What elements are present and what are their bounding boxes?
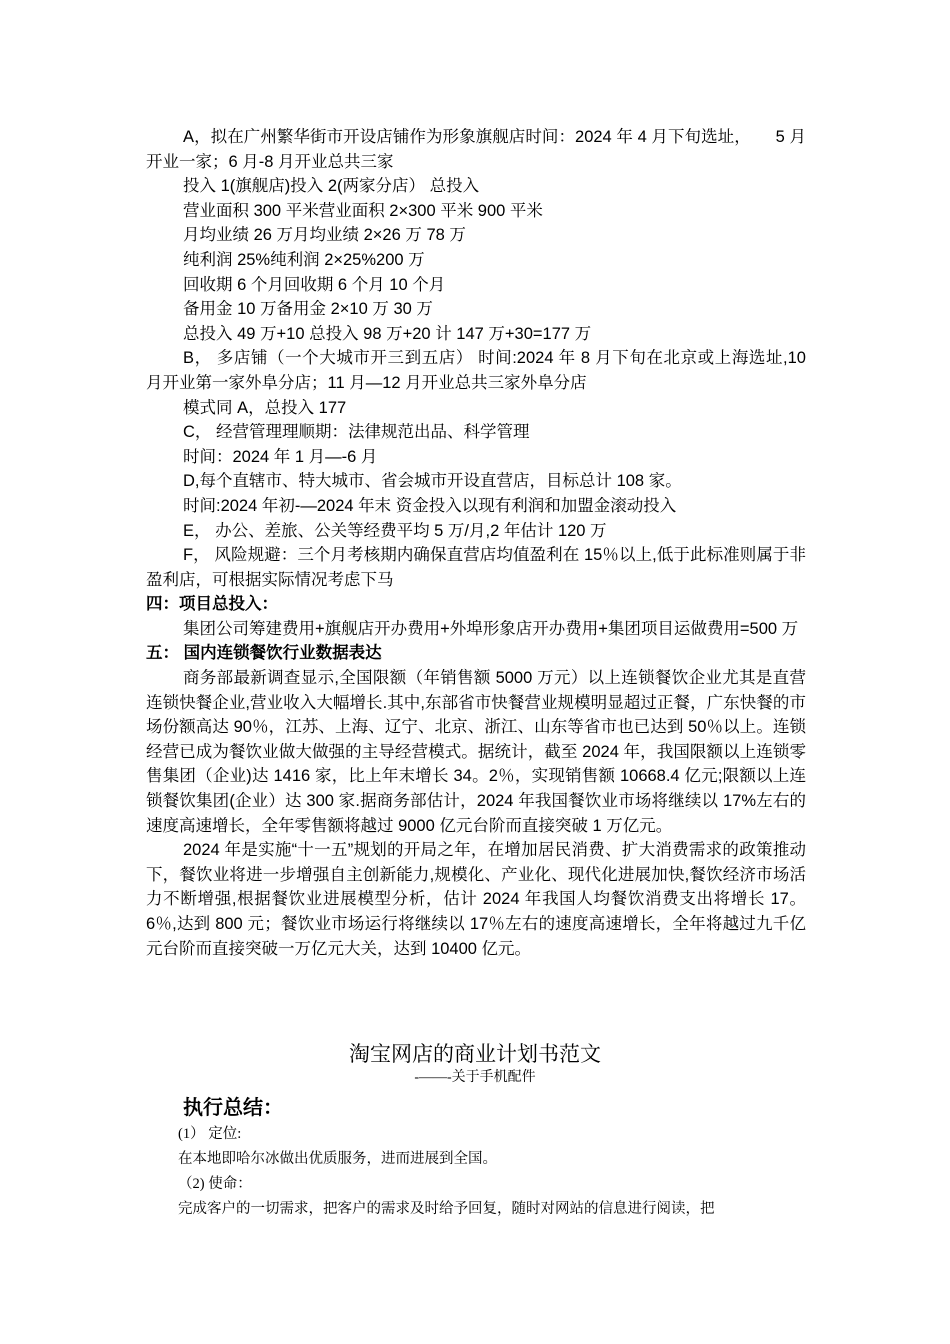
plan-f-line: F， 风险规避：三个月考核期内确保直营店均值盈利在 15％以上,低于此标准则属于非盈利店，可根据实际情况考虑下马 — [146, 546, 806, 589]
plan-b-mode-line: 模式同 A，总投入 177 — [183, 398, 347, 417]
total-investment-line: 总投入 49 万+10 总投入 98 万+20 计 147 万+30=177 万 — [183, 324, 592, 343]
section-4-heading: 四：项目总投入： — [146, 595, 278, 614]
plan-e-line: E， 办公、差旅、公关等经费平均 5 万/月,2 年估计 120 万 — [183, 521, 607, 540]
positioning-heading: (1） 定位: — [178, 1126, 242, 1142]
investment-header-line: 投入 1(旗舰店)投入 2(两家分店） 总投入 — [183, 177, 480, 196]
doc2-subtitle: -——-关于手机配件 — [414, 1070, 536, 1085]
plan-a-line: A，拟在广州繁华街市开设店铺作为形象旗舰店时间：2024 年 4 月下旬选址， 5 月开业一家；6 月-8 月开业总共三家 — [146, 128, 806, 171]
mission-text: 完成客户的一切需求，把客户的需求及时给予回复，随时对网站的信息进行阅读，把 — [178, 1201, 715, 1217]
reserve-fund-line: 备用金 10 万备用金 2×10 万 30 万 — [183, 300, 433, 319]
mission-heading: （2) 使命： — [178, 1176, 252, 1192]
positioning-text: 在本地即哈尔冰做出优质服务，进而进展到全国。 — [178, 1151, 497, 1167]
plan-d-time-line: 时间:2024 年初-—2024 年末 资金投入以现有利润和加盟金滚动投入 — [183, 496, 677, 515]
plan-c-time-line: 时间：2024 年 1 月—-6 月 — [183, 447, 378, 466]
section-5-paragraph-2: 2024 年是实施“十一五”规划的开局之年，在增加居民消费、扩大消费需求的政策推动下，餐饮业将进一步增强自主创新能力,规模化、产业化、现代化进展加快,餐饮经济市场活力不断增强,根据餐饮业进展模型分析，估计 2024 年我国人均餐饮消费支出将增长 17。6％,达到 800 元；餐饮业市场运行将继续以 17％左右的速度高速增长，全年将越过九千亿元台阶而直接突破一万亿元大关，达到 10400 亿元。 — [146, 841, 806, 958]
plan-d-line: D,每个直辖市、特大城市、省会城市开设直营店，目标总计 108 家。 — [183, 472, 682, 491]
section-4-text: 集团公司筹建费用+旗舰店开办费用+外埠形象店开办费用+集团项目运做费用=500 万 — [183, 619, 799, 638]
payback-line: 回收期 6 个月回收期 6 个月 10 个月 — [183, 275, 446, 294]
section-a-block — [146, 125, 806, 961]
area-line: 营业面积 300 平米营业面积 2×300 平米 900 平米 — [183, 201, 543, 220]
doc2-title: 淘宝网店的商业计划书范文 — [349, 1042, 601, 1066]
monthly-revenue-line: 月均业绩 26 万月均业绩 2×26 万 78 万 — [183, 226, 466, 245]
plan-b-line: B， 多店铺（一个大城市开三到五店） 时间:2024 年 8 月下旬在北京或上海选址,10 月开业第一家外阜分店；11 月—12 月开业总共三家外阜分店 — [146, 349, 806, 392]
net-profit-line: 纯利润 25%纯利润 2×25%200 万 — [183, 250, 425, 269]
exec-summary-heading: 执行总结： — [183, 1097, 283, 1119]
section-5-paragraph-1: 商务部最新调查显示,全国限额（年销售额 5000 万元）以上连锁餐饮企业尤其是直营连锁快餐企业,营业收入大幅增长.其中,东部省市快餐营业规模明显超过正餐，广东快餐的市场份额高达 90％，江苏、上海、辽宁、北京、浙江、山东等省市也已达到 50％以上。连锁经营已成为餐饮业做大做强的主导经营模式。据统计，截至 2024 年，我国限额以上连锁零售集团（企业)达 1416 家，比上年末增长 34。2％，实现销售额 10668.4 亿元;限额以上连锁餐饮集团(企业）达 300 家.据商务部估计，2024 年我国餐饮业市场将继续以 17%左右的速度高速增长，全年零售额将越过 9000 亿元台阶而直接突破 1 万亿元。 — [146, 669, 806, 835]
exec-summary-block — [178, 1122, 808, 1222]
section-5-heading: 五： 国内连锁餐饮行业数据表达 — [146, 644, 382, 663]
plan-c-line: C， 经营管理理顺期：法律规范出品、科学管理 — [183, 423, 530, 442]
